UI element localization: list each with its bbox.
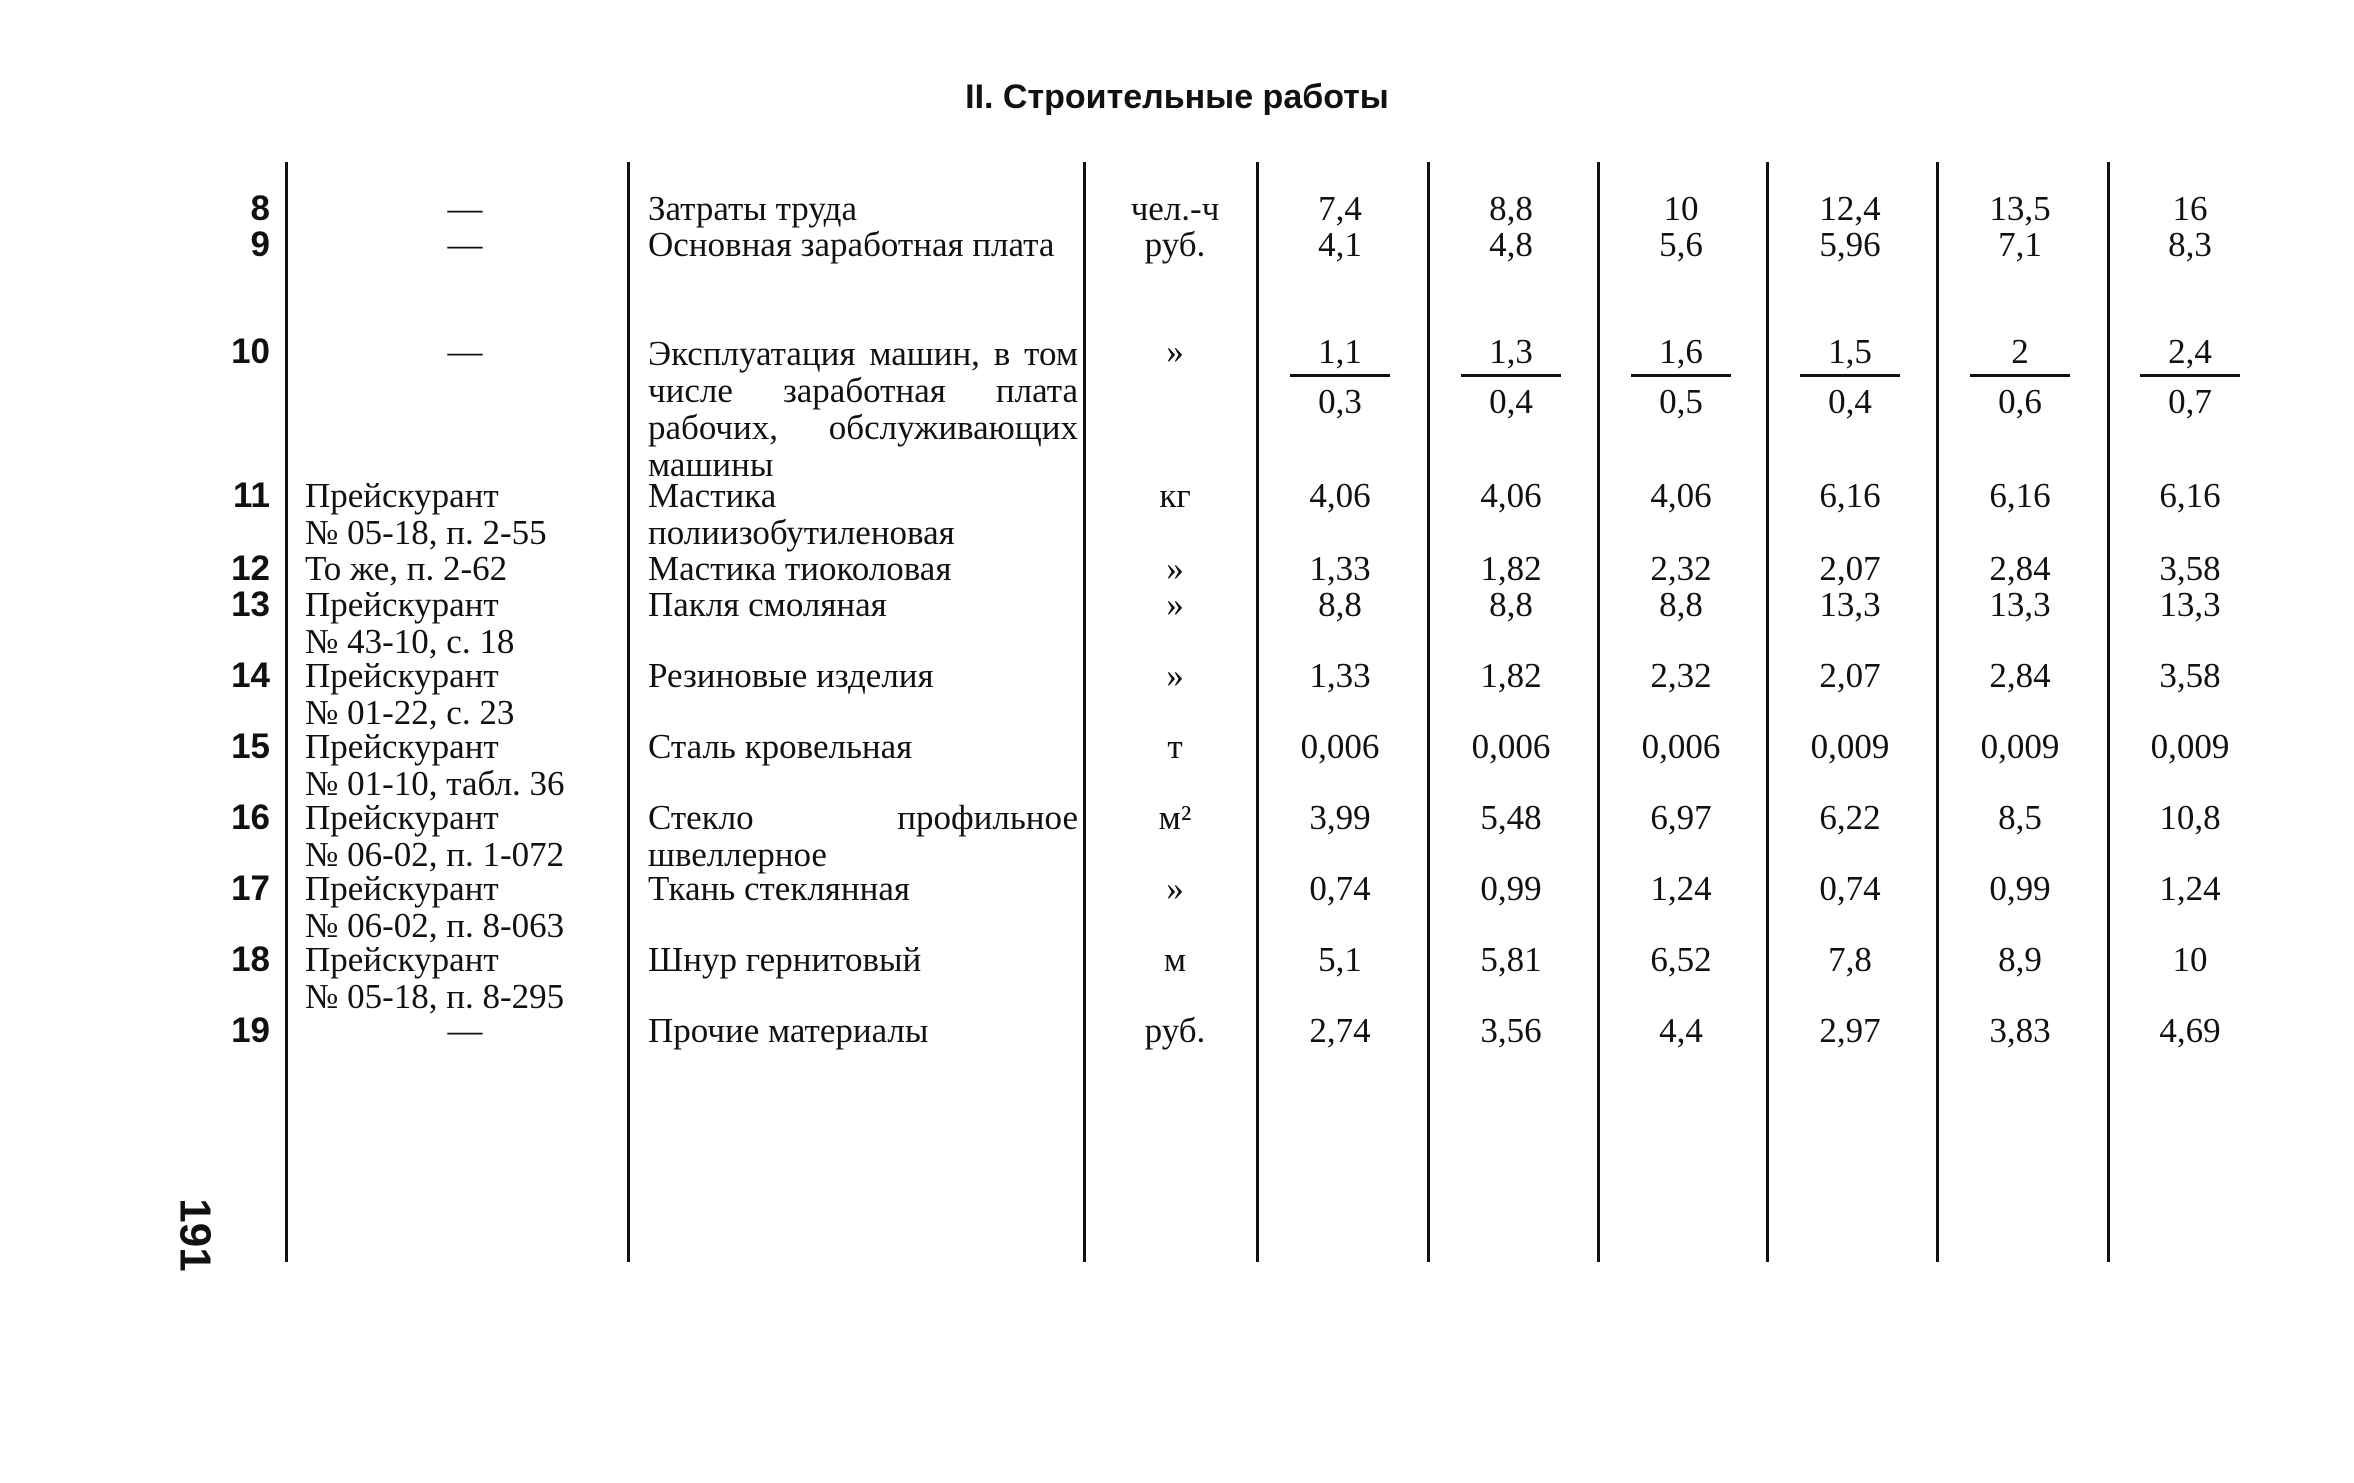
source-cell: — xyxy=(447,332,483,371)
value-cell: 4,06 xyxy=(1309,476,1371,515)
item-name: Эксплуатация машин, в том числе заработная плата рабочих, обслуживающих машины xyxy=(648,334,1078,484)
unit-cell: м² xyxy=(1158,798,1192,837)
value-cell: 1,33 xyxy=(1309,549,1371,588)
unit-cell: т xyxy=(1167,727,1183,766)
value-cell: 7,4 xyxy=(1318,189,1362,228)
value-cell: 6,22 xyxy=(1819,798,1881,837)
column-divider xyxy=(2107,162,2110,1262)
value-cell: 5,6 xyxy=(1659,225,1703,264)
value-cell: 0,006 xyxy=(1641,727,1721,766)
value-cell: 13,3 xyxy=(2159,585,2221,624)
value-cell: 6,16 xyxy=(1819,476,1881,515)
value-cell: 6,16 xyxy=(2159,476,2221,515)
value-cell: 2,74 xyxy=(1309,1011,1371,1050)
value-cell: 3,58 xyxy=(2159,656,2221,695)
column-divider xyxy=(1256,162,1259,1262)
value-cell: 0,006 xyxy=(1471,727,1551,766)
fraction-denominator: 0,4 xyxy=(1489,382,1533,421)
value-cell: 4,69 xyxy=(2159,1011,2221,1050)
source-cell: — xyxy=(447,225,483,264)
value-cell: 1,24 xyxy=(1650,869,1712,908)
value-cell: 8,8 xyxy=(1318,585,1362,624)
value-cell: 13,3 xyxy=(1989,585,2051,624)
source-line: Прейскурант xyxy=(305,656,499,695)
source-line: Прейскурант xyxy=(305,476,499,515)
value-cell: 8,8 xyxy=(1489,189,1533,228)
value-cell: 3,58 xyxy=(2159,549,2221,588)
fraction-denominator: 0,4 xyxy=(1828,382,1872,421)
value-cell: 0,006 xyxy=(1300,727,1380,766)
fraction-cell xyxy=(1631,333,1731,420)
value-cell: 0,99 xyxy=(1480,869,1542,908)
value-cell: 5,96 xyxy=(1819,225,1881,264)
item-name: Шнур гернитовый xyxy=(648,940,922,979)
value-cell: 8,9 xyxy=(1998,940,2042,979)
unit-cell: м xyxy=(1163,940,1187,979)
fraction-denominator: 0,5 xyxy=(1659,382,1703,421)
item-name: Резиновые изделия xyxy=(648,656,934,695)
unit-cell: » xyxy=(1166,332,1184,371)
unit-cell: » xyxy=(1166,549,1184,588)
value-cell: 0,009 xyxy=(1810,727,1890,766)
fraction-cell xyxy=(1970,333,2070,420)
row-number: 12 xyxy=(231,549,270,588)
fraction-numerator: 1,3 xyxy=(1461,333,1561,377)
source-line: № 43-10, с. 18 xyxy=(305,622,515,661)
item-name: Сталь кровельная xyxy=(648,727,913,766)
row-number: 19 xyxy=(231,1011,270,1050)
source-cell xyxy=(305,941,625,1015)
source-cell xyxy=(305,728,625,802)
item-name: Основная заработная плата xyxy=(648,225,1055,264)
value-cell: 1,82 xyxy=(1480,549,1542,588)
page-number: 191 xyxy=(170,1198,220,1272)
value-cell: 16 xyxy=(2172,189,2208,228)
source-cell: — xyxy=(447,189,483,228)
source-line: № 01-10, табл. 36 xyxy=(305,764,565,803)
row-number: 17 xyxy=(231,869,270,908)
fraction-numerator: 1,5 xyxy=(1800,333,1900,377)
value-cell: 13,5 xyxy=(1989,189,2051,228)
value-cell: 8,5 xyxy=(1998,798,2042,837)
source-line: Прейскурант xyxy=(305,585,499,624)
fraction-numerator: 1,6 xyxy=(1631,333,1731,377)
value-cell: 13,3 xyxy=(1819,585,1881,624)
fraction-numerator: 1,1 xyxy=(1290,333,1390,377)
column-divider xyxy=(1766,162,1769,1262)
column-divider xyxy=(1427,162,1430,1262)
source-cell xyxy=(305,477,625,551)
item-name: Затраты труда xyxy=(648,189,857,228)
value-cell: 0,74 xyxy=(1819,869,1881,908)
source-line: Прейскурант xyxy=(305,940,499,979)
source-line: Прейскурант xyxy=(305,869,499,908)
value-cell: 4,06 xyxy=(1480,476,1542,515)
value-cell: 5,1 xyxy=(1318,940,1362,979)
item-name: Стекло профильное швеллерное xyxy=(648,798,1078,874)
row-number: 8 xyxy=(250,189,270,228)
source-cell xyxy=(305,799,625,873)
value-cell: 8,3 xyxy=(2168,225,2212,264)
fraction-denominator: 0,7 xyxy=(2168,382,2212,421)
column-divider xyxy=(1597,162,1600,1262)
value-cell: 7,8 xyxy=(1828,940,1872,979)
section-title: II. Строительные работы xyxy=(965,78,1389,116)
value-cell: 1,82 xyxy=(1480,656,1542,695)
value-cell: 2,84 xyxy=(1989,656,2051,695)
column-divider xyxy=(1936,162,1939,1262)
fraction-denominator: 0,6 xyxy=(1998,382,2042,421)
value-cell: 0,74 xyxy=(1309,869,1371,908)
source-line: № 01-22, с. 23 xyxy=(305,693,515,732)
source-cell: — xyxy=(447,1011,483,1050)
source-cell: То же, п. 2-62 xyxy=(305,549,508,588)
value-cell: 5,81 xyxy=(1480,940,1542,979)
value-cell: 8,8 xyxy=(1489,585,1533,624)
column-divider xyxy=(1083,162,1086,1262)
value-cell: 2,32 xyxy=(1650,549,1712,588)
item-name: Мастика полиизобутиленовая xyxy=(648,476,955,552)
item-name: Прочие материалы xyxy=(648,1011,929,1050)
source-line: № 05-18, п. 8-295 xyxy=(305,977,565,1016)
column-divider xyxy=(627,162,630,1262)
row-number: 10 xyxy=(231,332,270,371)
item-name: Ткань стеклянная xyxy=(648,869,910,908)
source-line: № 05-18, п. 2-55 xyxy=(305,513,547,552)
value-cell: 0,009 xyxy=(1980,727,2060,766)
row-number: 13 xyxy=(231,585,270,624)
row-number: 11 xyxy=(233,476,270,515)
fraction-numerator: 2 xyxy=(1970,333,2070,377)
fraction-cell xyxy=(1800,333,1900,420)
value-cell: 6,16 xyxy=(1989,476,2051,515)
value-cell: 0,99 xyxy=(1989,869,2051,908)
fraction-cell xyxy=(1290,333,1390,420)
source-line: № 06-02, п. 1-072 xyxy=(305,835,565,874)
value-cell: 1,33 xyxy=(1309,656,1371,695)
source-cell xyxy=(305,870,625,944)
value-cell: 4,4 xyxy=(1659,1011,1703,1050)
value-cell: 2,32 xyxy=(1650,656,1712,695)
value-cell: 5,48 xyxy=(1480,798,1542,837)
unit-cell: чел.-ч xyxy=(1130,189,1220,228)
value-cell: 2,84 xyxy=(1989,549,2051,588)
unit-cell: » xyxy=(1166,656,1184,695)
value-cell: 2,07 xyxy=(1819,549,1881,588)
value-cell: 10 xyxy=(1663,189,1699,228)
row-number: 14 xyxy=(231,656,270,695)
value-cell: 4,1 xyxy=(1318,225,1362,264)
column-divider xyxy=(285,162,288,1262)
unit-cell: » xyxy=(1166,869,1184,908)
value-cell: 3,99 xyxy=(1309,798,1371,837)
unit-cell: руб. xyxy=(1144,1011,1206,1050)
fraction-denominator: 0,3 xyxy=(1318,382,1362,421)
fraction-cell xyxy=(2140,333,2240,420)
value-cell: 6,52 xyxy=(1650,940,1712,979)
value-cell: 7,1 xyxy=(1998,225,2042,264)
value-cell: 8,8 xyxy=(1659,585,1703,624)
source-line: Прейскурант xyxy=(305,798,499,837)
value-cell: 6,97 xyxy=(1650,798,1712,837)
fraction-cell xyxy=(1461,333,1561,420)
fraction-numerator: 2,4 xyxy=(2140,333,2240,377)
value-cell: 3,56 xyxy=(1480,1011,1542,1050)
value-cell: 2,07 xyxy=(1819,656,1881,695)
row-number: 18 xyxy=(231,940,270,979)
value-cell: 0,009 xyxy=(2150,727,2230,766)
value-cell: 3,83 xyxy=(1989,1011,2051,1050)
unit-cell: руб. xyxy=(1144,225,1206,264)
source-cell xyxy=(305,657,625,731)
source-line: Прейскурант xyxy=(305,727,499,766)
value-cell: 10 xyxy=(2172,940,2208,979)
value-cell: 12,4 xyxy=(1819,189,1881,228)
item-name: Пакля смоляная xyxy=(648,585,887,624)
row-number: 9 xyxy=(250,225,270,264)
value-cell: 4,8 xyxy=(1489,225,1533,264)
unit-cell: » xyxy=(1166,585,1184,624)
value-cell: 4,06 xyxy=(1650,476,1712,515)
source-cell xyxy=(305,586,625,660)
row-number: 16 xyxy=(231,798,270,837)
value-cell: 1,24 xyxy=(2159,869,2221,908)
value-cell: 2,97 xyxy=(1819,1011,1881,1050)
unit-cell: кг xyxy=(1159,476,1191,515)
source-line: № 06-02, п. 8-063 xyxy=(305,906,565,945)
row-number: 15 xyxy=(231,727,270,766)
value-cell: 10,8 xyxy=(2159,798,2221,837)
item-name: Мастика тиоколовая xyxy=(648,549,952,588)
